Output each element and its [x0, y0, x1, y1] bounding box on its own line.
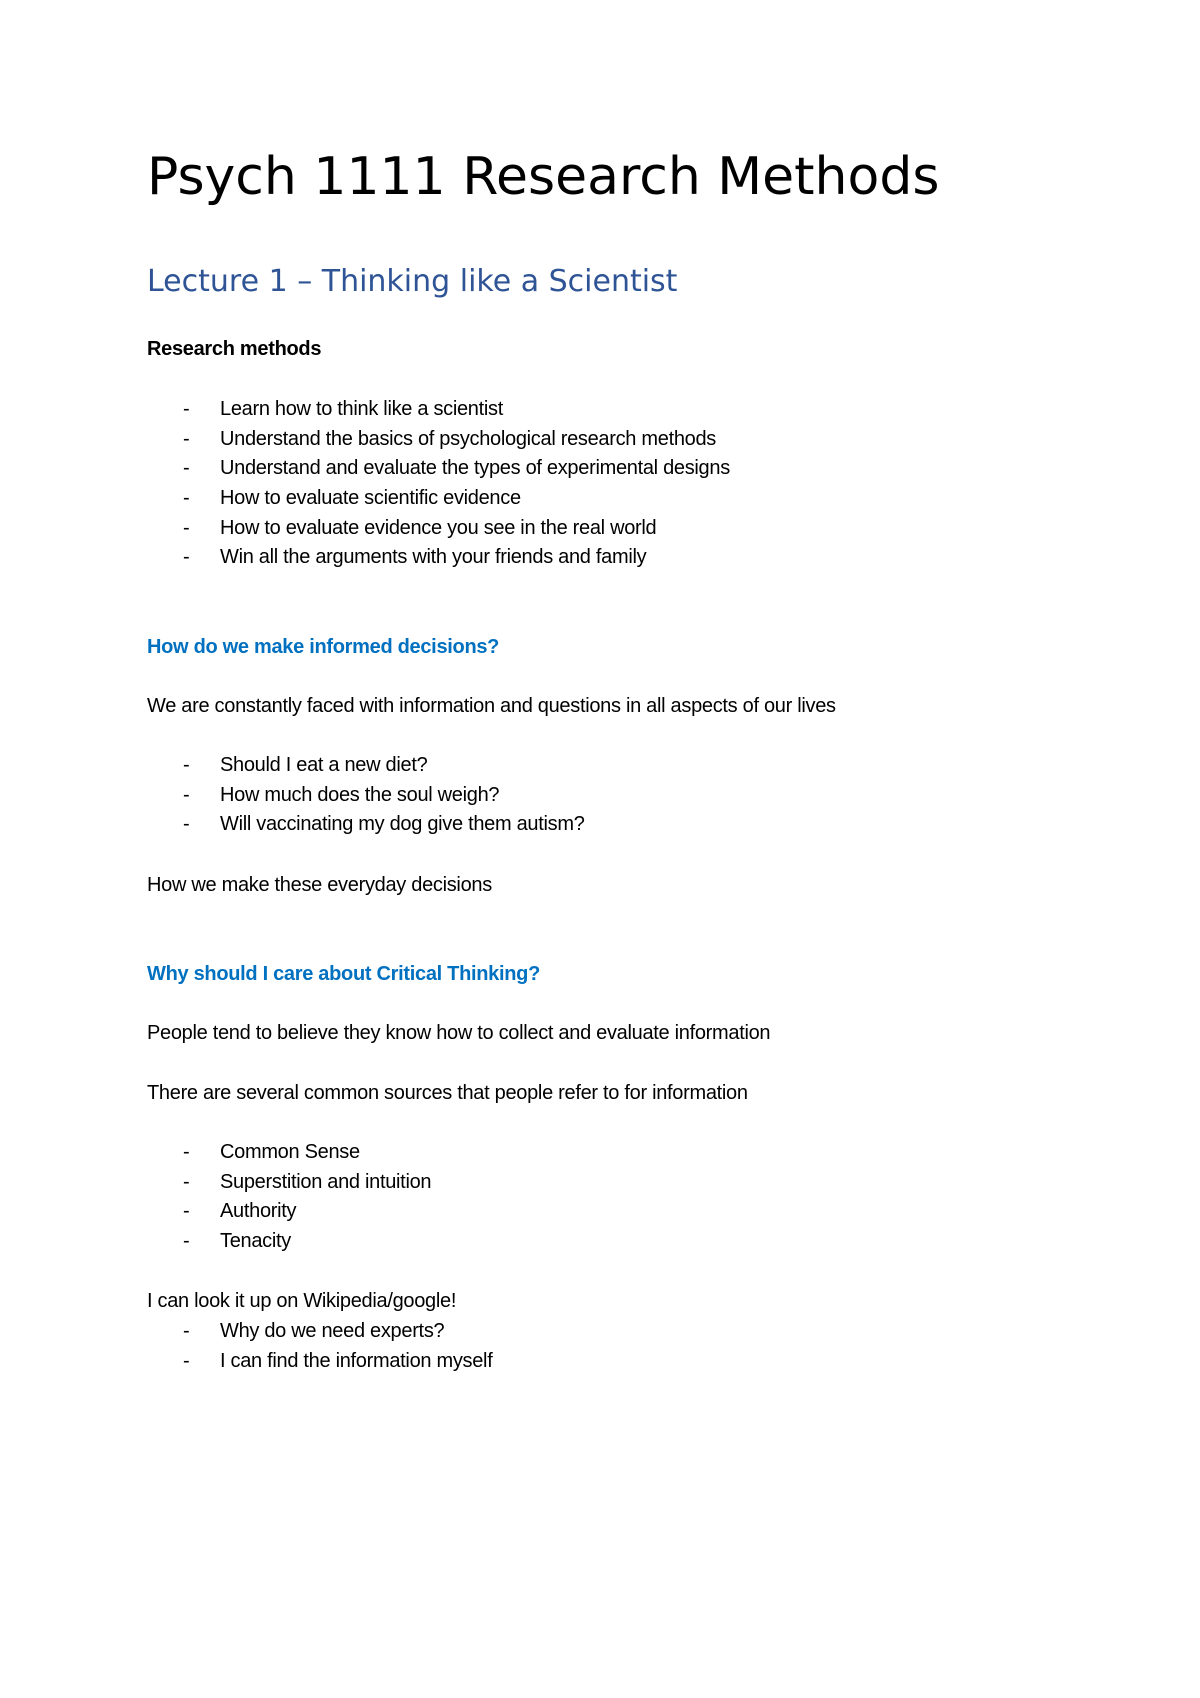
informed-decisions-heading: How do we make informed decisions?	[147, 636, 500, 658]
bullet-dash: -	[183, 398, 190, 420]
critical-thinking-para-2: There are several common sources that people refer to for information	[147, 1082, 748, 1104]
informed-decisions-outro: How we make these everyday decisions	[147, 874, 492, 896]
bullet-dash: -	[183, 1230, 190, 1253]
informed-decisions-intro: We are constantly faced with information and questions in all aspects of our lives	[147, 695, 836, 717]
bullet-dash: -	[183, 487, 190, 510]
research-methods-heading: Research methods	[147, 338, 322, 360]
list-item-text: Learn how to think like a scientist	[220, 398, 503, 420]
list-item-text: Will vaccinating my dog give them autism?	[220, 813, 585, 836]
lecture-heading: Lecture 1 – Thinking like a Scientist	[147, 264, 678, 299]
list-item-text: Superstition and intuition	[220, 1170, 432, 1193]
bullet-dash: -	[183, 516, 190, 539]
list-item-text: Authority	[220, 1200, 297, 1223]
bullet-dash: -	[183, 1320, 190, 1342]
list-item-text: Should I eat a new diet?	[220, 754, 428, 776]
bullet-dash: -	[183, 1170, 190, 1193]
bullet-dash: -	[183, 427, 190, 450]
bullet-dash: -	[183, 546, 190, 569]
bullet-dash: -	[183, 1200, 190, 1223]
document-title: Psych 1111 Research Methods	[147, 147, 940, 207]
bullet-dash: -	[183, 783, 190, 806]
bullet-dash: -	[183, 754, 190, 776]
critical-thinking-para-1: People tend to believe they know how to collect and evaluate information	[147, 1022, 771, 1044]
list-item-text: Win all the arguments with your friends and family	[220, 546, 647, 569]
list-item-text: Understand and evaluate the types of experimental designs	[220, 457, 730, 480]
list-item-text: Understand the basics of psychological research methods	[220, 427, 717, 450]
bullet-dash: -	[183, 1141, 190, 1163]
lookup-text: I can look it up on Wikipedia/google!	[147, 1290, 457, 1312]
bullet-dash: -	[183, 457, 190, 480]
list-item-text: How to evaluate scientific evidence	[220, 487, 521, 510]
list-item-text: Why do we need experts?	[220, 1320, 445, 1342]
bullet-dash: -	[183, 1349, 190, 1372]
list-item-text: I can find the information myself	[220, 1349, 493, 1372]
list-item-text: How to evaluate evidence you see in the real world	[220, 516, 657, 539]
bullet-dash: -	[183, 813, 190, 836]
list-item-text: How much does the soul weigh?	[220, 783, 500, 806]
critical-thinking-heading: Why should I care about Critical Thinking?	[147, 963, 540, 985]
list-item-text: Common Sense	[220, 1141, 360, 1163]
list-item-text: Tenacity	[220, 1230, 291, 1253]
